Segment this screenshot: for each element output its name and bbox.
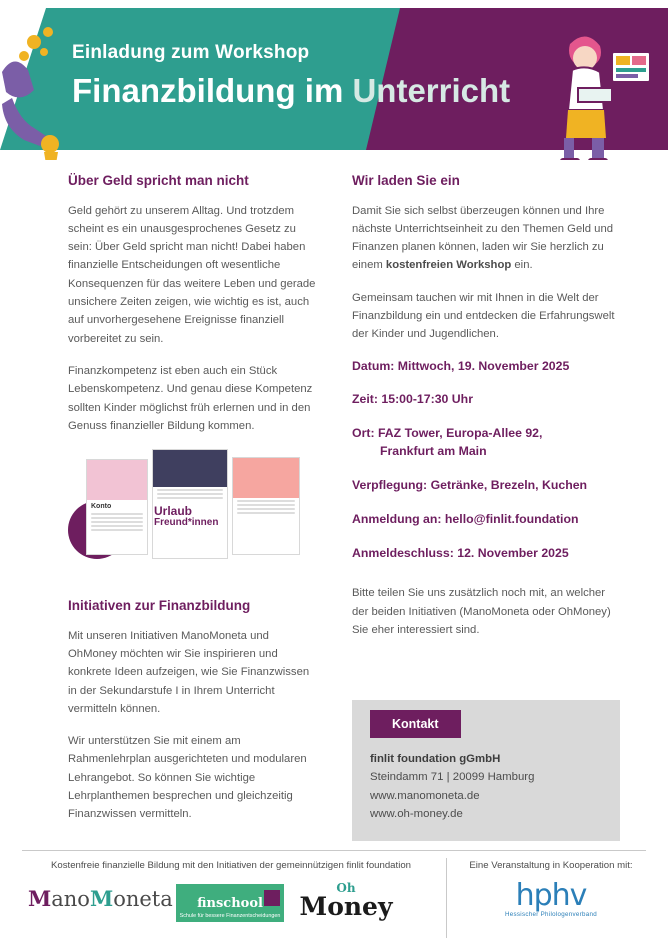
fact-anmeldeschluss-value: 12. November 2025: [457, 545, 569, 560]
footer-vertical-divider: [446, 858, 447, 938]
logo-hphv-subtitle: Hessischer Philologenverband: [505, 911, 597, 918]
fact-verpflegung-label: Verpflegung:: [352, 477, 428, 492]
fact-datum: [352, 358, 620, 376]
fact-zeit-label: Zeit:: [352, 392, 378, 407]
paragraph-closing: Bitte teilen Sie uns zusätzlich noch mit, an welcher der beiden Initiativen (ManoMoneta oder OhMoney) Sie eher interessiert sind.: [352, 587, 611, 637]
fact-datum-label: Datum:: [352, 358, 395, 373]
page-title-main: Finanzbildung im: [72, 72, 353, 109]
footer-divider: [22, 850, 646, 851]
logo-manomoneta: [28, 886, 173, 911]
material-card-urlaub-lines: [153, 487, 227, 503]
paragraph-initiativen-2: Wir unterstützen Sie mit einem am Rahmenlehrplan ausgerichteten und modularen Lehrangebot. So können Sie wichtige Lehrplanthemen besprechen und gleichzeitig Finanzwissen vermitteln.: [68, 735, 307, 821]
collage-subtitle-urlaub: Freund*innen: [154, 516, 219, 528]
fact-anmeldeschluss: [352, 545, 620, 563]
material-card-finanzen: [232, 457, 300, 555]
logo-hphv-word: hphv: [515, 878, 587, 913]
logo-manomoneta-oneta: oneta: [113, 887, 173, 911]
teacher-illustration: [534, 14, 664, 160]
material-card-finanzen-lines: [233, 498, 299, 518]
kontakt-tab-label: Kontakt: [370, 710, 461, 738]
logo-finschool: [176, 884, 284, 922]
logo-finschool-word: finschool: [197, 895, 263, 911]
fact-zeit: [352, 391, 620, 409]
kontakt-box: [352, 700, 620, 841]
material-card-konto-image: [87, 460, 147, 499]
fact-anmeldung-label: Anmeldung an:: [352, 511, 442, 526]
fact-anmeldeschluss-label: Anmeldeschluss:: [352, 545, 454, 560]
paragraph-ueber-geld-1: Geld gehört zu unserem Alltag. Und trotzdem scheint es ein unausgesprochenes Gesetz zu sein: Über Geld spricht man nicht! Dabei haben finanzielle Entscheidungen oft wesentliche Konsequenzen für das weitere Leben und gerade unsichere Zeiten zeigen, wie wichtig es ist, auch auf unvorhergesehene Ereignisse finanziell vorbereitet zu sein.: [68, 204, 316, 345]
material-card-konto-lines: [87, 511, 147, 535]
logo-ohmoney: [296, 882, 396, 919]
fact-ort-label: Ort:: [352, 426, 375, 441]
material-collage-image: [68, 449, 318, 579]
paragraph-initiativen-1: Mit unseren Initiativen ManoMoneta und OhMoney möchten wir Sie inspirieren und konkrete Ideen aufzeigen, wie Sie Finanzwissen in der Sekundarstufe I in Ihrem Unterricht vermitteln können.: [68, 629, 310, 715]
collage-title-urlaub: Urlaub: [154, 504, 193, 519]
material-card-urlaub-image: [153, 450, 227, 487]
fact-anmeldung-email[interactable]: hello@finlit.foundation: [444, 511, 579, 526]
invite-text-b: ein.: [511, 259, 533, 272]
header-kicker: Einladung zum Workshop: [72, 42, 310, 63]
invite-text-a: Damit Sie sich selbst überzeugen können und Ihre nächste Unterrichtseinheit zu den Themen Geld und Finanzen planen können, laden wir Sie herzlich zu einem: [352, 204, 614, 272]
page-title-accent: Unterricht: [352, 72, 511, 109]
logo-hphv: [478, 878, 624, 918]
page-title: [72, 72, 510, 110]
page-footer: [0, 850, 668, 946]
finschool-square-icon: [264, 890, 280, 906]
material-card-finanzen-image: [233, 458, 299, 498]
page-header: [0, 0, 668, 160]
kontakt-address: Steindamm 71 | 20099 Hamburg: [370, 771, 535, 784]
material-card-konto-title: Konto: [91, 502, 112, 510]
section-title-einladung: Wir laden Sie ein: [352, 173, 460, 188]
kontakt-details: [352, 738, 620, 841]
fact-datum-value: Mittwoch, 19. November 2025: [397, 358, 570, 373]
logo-manomoneta-ano: ano: [51, 887, 90, 911]
fact-verpflegung-value: Getränke, Brezeln, Kuchen: [430, 477, 588, 492]
material-card-urlaub-title: [154, 505, 218, 528]
logo-ohmoney-oh: Oh: [336, 881, 356, 895]
right-column: [352, 172, 620, 653]
fact-anmeldung: [352, 511, 620, 529]
kontakt-org: finlit foundation gGmbH: [370, 753, 501, 765]
paragraph-ueber-geld-2: Finanzkompetenz ist eben auch ein Stück Lebenskompetenz. Und genau diese Kompetenz sollten Kinder möglichst früh erlernen und in den Genuss finanzieller Bildung kommen.: [68, 364, 313, 432]
fact-ort: [352, 425, 620, 461]
section-title-ueber-geld: Über Geld spricht man nicht: [68, 173, 249, 188]
fact-ort-value-line2: Frankfurt am Main: [380, 444, 487, 459]
logo-finschool-subtitle: Schule für bessere Finanzentscheidungen: [179, 913, 281, 919]
section-title-initiativen: Initiativen zur Finanzbildung: [68, 598, 251, 614]
fact-zeit-value: 15:00-17:30 Uhr: [381, 392, 473, 407]
logo-manomoneta-m1: M: [28, 886, 52, 911]
left-column: [68, 172, 318, 838]
logo-ohmoney-money: Money: [299, 892, 393, 921]
paragraph-einladung-1: [352, 202, 620, 275]
logo-manomoneta-m2: M: [89, 886, 114, 911]
paragraph-einladung-2: Gemeinsam tauchen wir mit Ihnen in die Welt der Finanzbildung ein und entdecken die Erfahrungswelt der Kinder und Jugendlichen.: [352, 291, 615, 341]
invite-text-bold: kostenfreien Workshop: [385, 259, 512, 272]
page-content: [0, 160, 668, 850]
footer-caption-left: Kostenfreie finanzielle Bildung mit den Initiativen der gemeinnützigen finlit foundation: [51, 860, 411, 871]
kontakt-website-manomoneta[interactable]: www.manomoneta.de: [370, 789, 480, 802]
fact-verpflegung: [352, 477, 620, 495]
footer-caption-right: Eine Veranstaltung in Kooperation mit:: [469, 860, 633, 871]
fact-ort-value: FAZ Tower, Europa-Allee 92,: [377, 426, 543, 441]
kontakt-website-ohmoney[interactable]: www.oh-money.de: [370, 807, 463, 820]
material-card-konto: [86, 459, 148, 555]
